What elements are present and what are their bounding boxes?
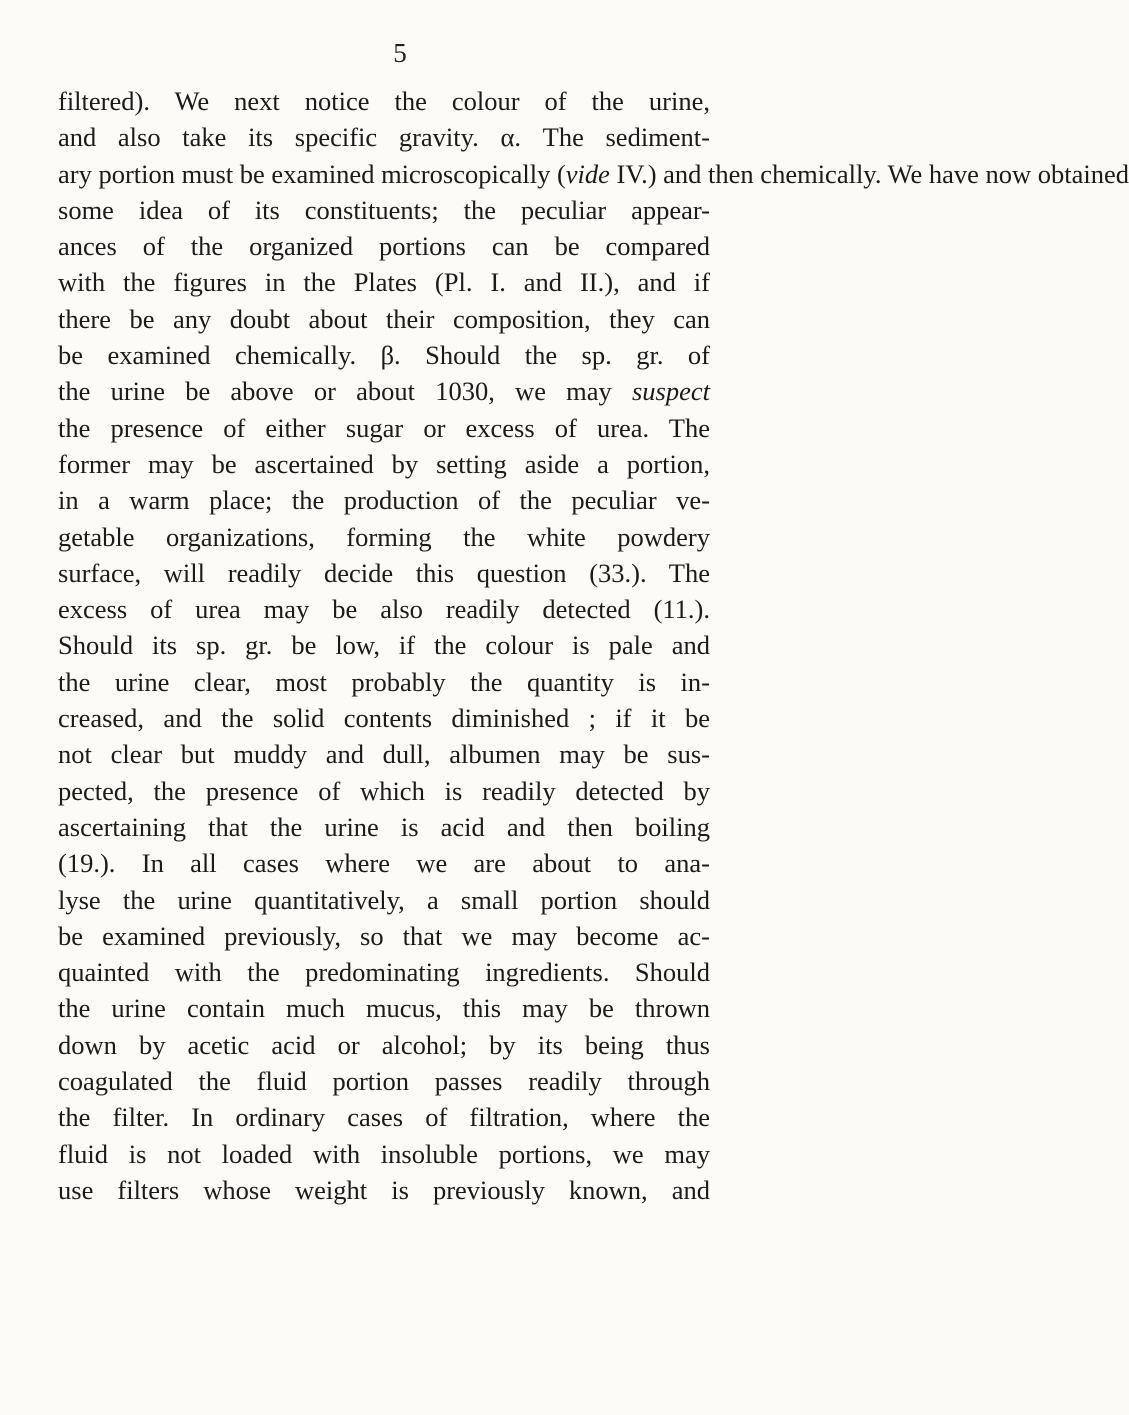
text-line: quainted with the predominating ingredients. Should xyxy=(58,957,710,988)
text-line: ary portion must be examined microscopically (vide IV.) and then chemically. We have now obtained xyxy=(58,158,1129,189)
text-line: coagulated the fluid portion passes readily through xyxy=(58,1066,710,1097)
italic-word: vide xyxy=(565,158,610,189)
text-line: not clear but muddy and dull, albumen may be sus- xyxy=(58,739,710,770)
text-line: surface, will readily decide this question (33.). The xyxy=(58,557,710,588)
text-line: (19.). In all cases where we are about to ana- xyxy=(58,848,710,879)
text-line: use filters whose weight is previously known, and xyxy=(58,1174,710,1205)
text-line: lyse the urine quantitatively, a small portion should xyxy=(58,884,710,915)
text-line: getable organizations, forming the white powdery xyxy=(58,521,710,552)
text-line: the urine contain much mucus, this may be thrown xyxy=(58,993,710,1024)
text-line: creased, and the solid contents diminished ; if it be xyxy=(58,703,710,734)
text-line: former may be ascertained by setting aside a portion, xyxy=(58,448,710,479)
text-line: some idea of its constituents; the peculiar appear- xyxy=(58,194,710,225)
text-line: ances of the organized portions can be compared xyxy=(58,231,710,262)
text-line: and also take its specific gravity. α. The sediment- xyxy=(58,122,710,153)
text-line: be examined previously, so that we may become ac- xyxy=(58,920,710,951)
italic-word: suspect xyxy=(631,376,710,407)
text-line: there be any doubt about their composition, they can xyxy=(58,303,710,334)
text-line: be examined chemically. β. Should the sp. gr. of xyxy=(58,340,710,371)
text-line: Should its sp. gr. be low, if the colour is pale and xyxy=(58,630,710,661)
text-line: the urine clear, most probably the quantity is in- xyxy=(58,666,710,697)
text-line: the presence of either sugar or excess of urea. The xyxy=(58,412,710,443)
text-line: in a warm place; the production of the peculiar ve- xyxy=(58,485,710,516)
text-line: ascertaining that the urine is acid and then boiling xyxy=(58,811,710,842)
text-line: filtered). We next notice the colour of the urine, xyxy=(58,86,710,116)
text-line: pected, the presence of which is readily detected by xyxy=(58,775,710,806)
body-text xyxy=(58,83,1129,1208)
text-line: with the figures in the Plates (Pl. I. and II.), and if xyxy=(58,267,710,298)
text-line: down by acetic acid or alcohol; by its being thus xyxy=(58,1029,710,1060)
text-line: the filter. In ordinary cases of filtration, where the xyxy=(58,1102,710,1133)
text-line: excess of urea may be also readily detected (11.). xyxy=(58,594,710,625)
text-line: the urine be above or about 1030, we may suspect xyxy=(58,376,710,407)
page-number: 5 xyxy=(393,38,407,68)
text-line: fluid is not loaded with insoluble portions, we may xyxy=(58,1138,710,1169)
